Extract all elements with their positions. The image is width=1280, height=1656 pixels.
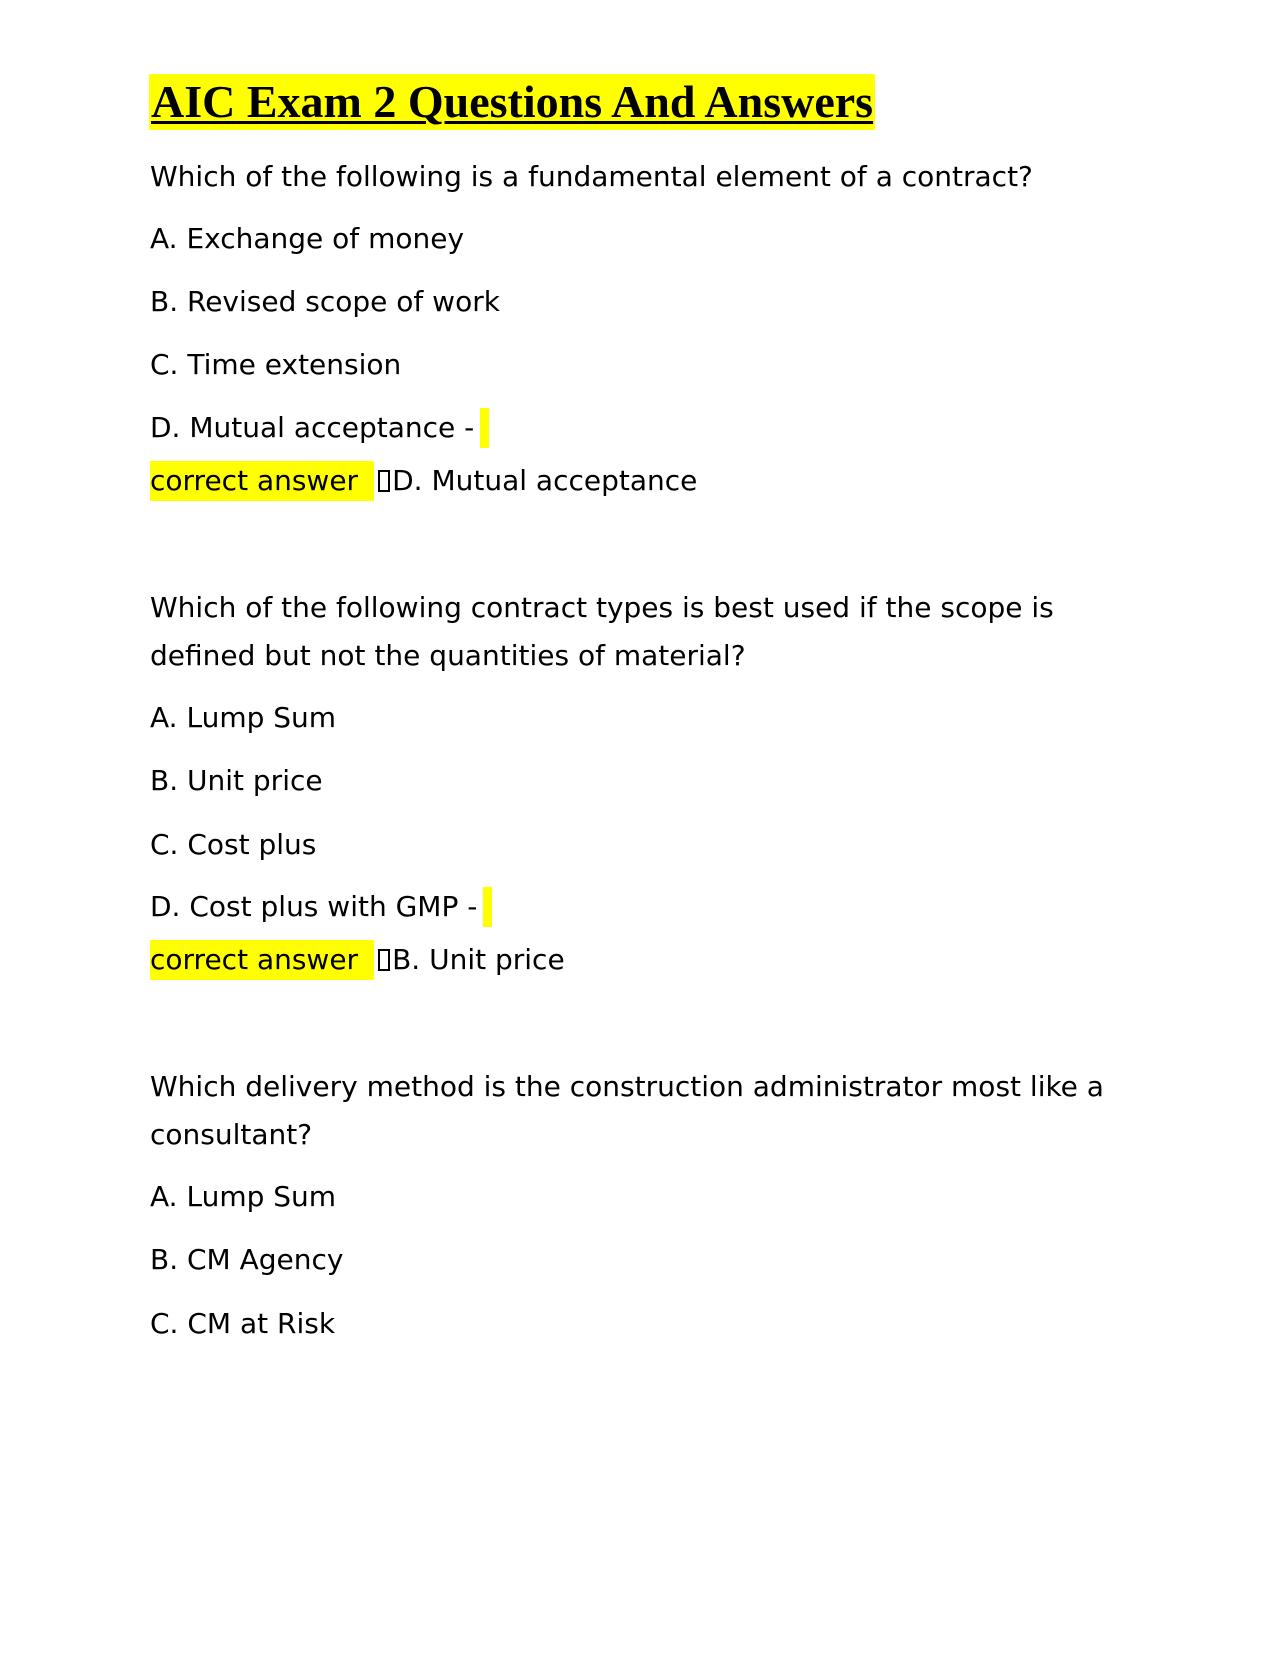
missing-glyph-icon [378, 470, 390, 492]
question-3-option-a: A. Lump Sum [150, 1180, 337, 1213]
question-1-option-d-line [150, 408, 489, 448]
highlight-marker [480, 408, 489, 448]
question-2-option-d-line [150, 887, 492, 927]
question-2-text-line-2: defined but not the quantities of material? [150, 639, 746, 672]
question-1-answer-line [150, 461, 697, 501]
question-3-text-line-1: Which delivery method is the construction administrator most like a [150, 1070, 1104, 1103]
question-1-option-c: C. Time extension [150, 348, 402, 381]
highlight-marker [483, 887, 492, 927]
question-1-option-d: D. Mutual acceptance - [150, 411, 475, 444]
question-1-answer: D. Mutual acceptance [392, 464, 698, 497]
question-2-option-c: C. Cost plus [150, 828, 317, 861]
question-2-answer: B. Unit price [392, 943, 565, 976]
document-title: AIC Exam 2 Questions And Answers [149, 74, 875, 130]
question-2-option-b: B. Unit price [150, 764, 323, 797]
question-2-option-a: A. Lump Sum [150, 701, 337, 734]
correct-answer-label: correct answer [150, 461, 374, 501]
question-2-option-d: D. Cost plus with GMP - [150, 890, 478, 923]
question-2-answer-line [150, 940, 565, 980]
missing-glyph-icon [378, 949, 390, 971]
question-1-option-a: A. Exchange of money [150, 222, 465, 255]
correct-answer-label: correct answer [150, 940, 374, 980]
question-3-option-c: C. CM at Risk [150, 1307, 336, 1340]
question-2-text-line-1: Which of the following contract types is best used if the scope is [150, 591, 1054, 624]
question-1-option-b: B. Revised scope of work [150, 285, 500, 318]
question-3-option-b: B. CM Agency [150, 1243, 344, 1276]
question-1-text: Which of the following is a fundamental element of a contract? [150, 160, 1033, 193]
question-3-text-line-2: consultant? [150, 1118, 313, 1151]
